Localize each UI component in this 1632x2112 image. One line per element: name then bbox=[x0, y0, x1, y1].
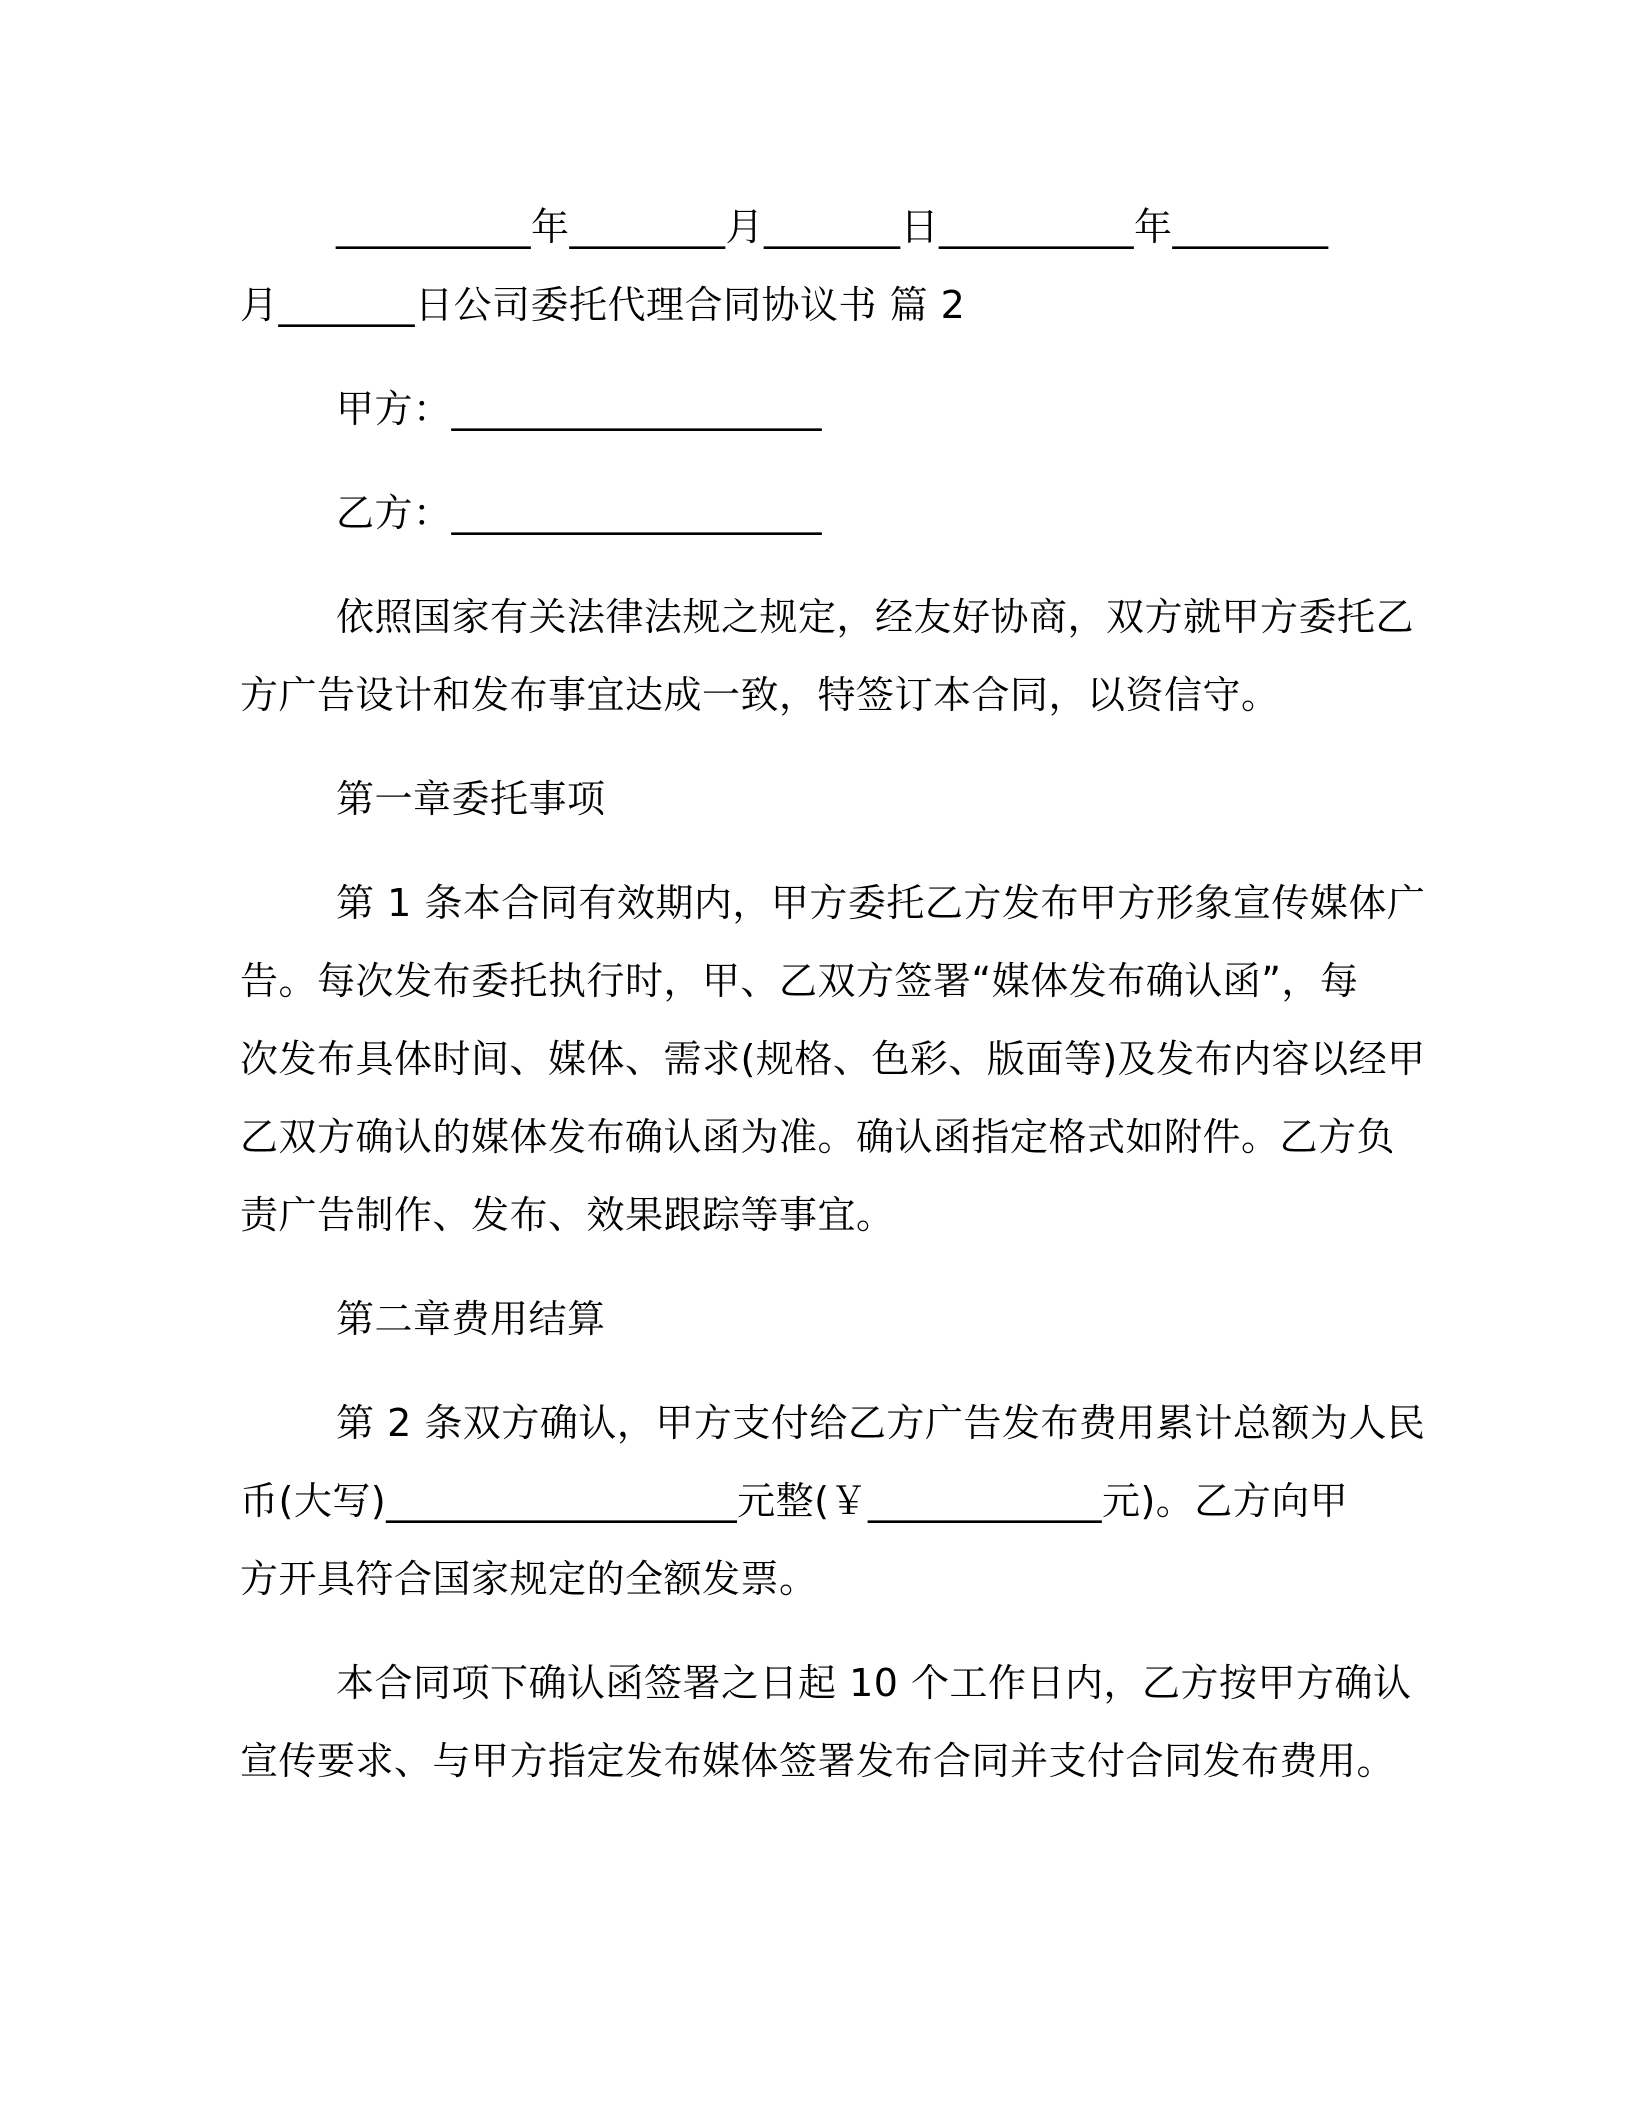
article-2-line-1: 第 2 条双方确认，甲方支付给乙方广告发布费用累计总额为人民 bbox=[336, 1401, 1426, 1445]
article-1-line-4: 乙双方确认的媒体发布确认函为准。确认函指定格式如附件。乙方负 bbox=[240, 1115, 1396, 1159]
article-1-line-3: 次发布具体时间、媒体、需求(规格、色彩、版面等)及发布内容以经甲 bbox=[240, 1037, 1426, 1081]
date-line-2-title: 月_______日公司委托代理合同协议书 篇 2 bbox=[240, 283, 966, 327]
payment-clause-line-1: 本合同项下确认函签署之日起 10 个工作日内，乙方按甲方确认 bbox=[336, 1661, 1412, 1705]
article-1-line-1: 第 1 条本合同有效期内，甲方委托乙方发布甲方形象宣传媒体广 bbox=[336, 881, 1426, 925]
preamble-line-1: 依照国家有关法律法规之规定，经友好协商，双方就甲方委托乙 bbox=[336, 595, 1415, 639]
article-1-line-5: 责广告制作、发布、效果跟踪等事宜。 bbox=[240, 1193, 895, 1237]
article-2-line-3: 方开具符合国家规定的全额发票。 bbox=[240, 1557, 818, 1601]
article-1-line-2: 告。每次发布委托执行时，甲、乙双方签署“媒体发布确认函”，每 bbox=[240, 959, 1359, 1003]
chapter-2-heading: 第二章费用结算 bbox=[336, 1297, 606, 1341]
document-body bbox=[240, 188, 1426, 1800]
payment-clause-line-2: 宣传要求、与甲方指定发布媒体签署发布合同并支付合同发布费用。 bbox=[240, 1739, 1396, 1783]
chapter-1-heading: 第一章委托事项 bbox=[336, 777, 606, 821]
preamble-line-2: 方广告设计和发布事宜达成一致，特签订本合同，以资信守。 bbox=[240, 673, 1280, 717]
date-line-1: __________年________月_______日__________年________ bbox=[336, 205, 1329, 249]
party-a-line: 甲方：___________________ bbox=[336, 387, 823, 431]
party-b-line: 乙方：___________________ bbox=[336, 491, 823, 535]
article-2-line-2: 币(大写)__________________元整(￥____________元)。乙方向甲 bbox=[240, 1479, 1349, 1523]
